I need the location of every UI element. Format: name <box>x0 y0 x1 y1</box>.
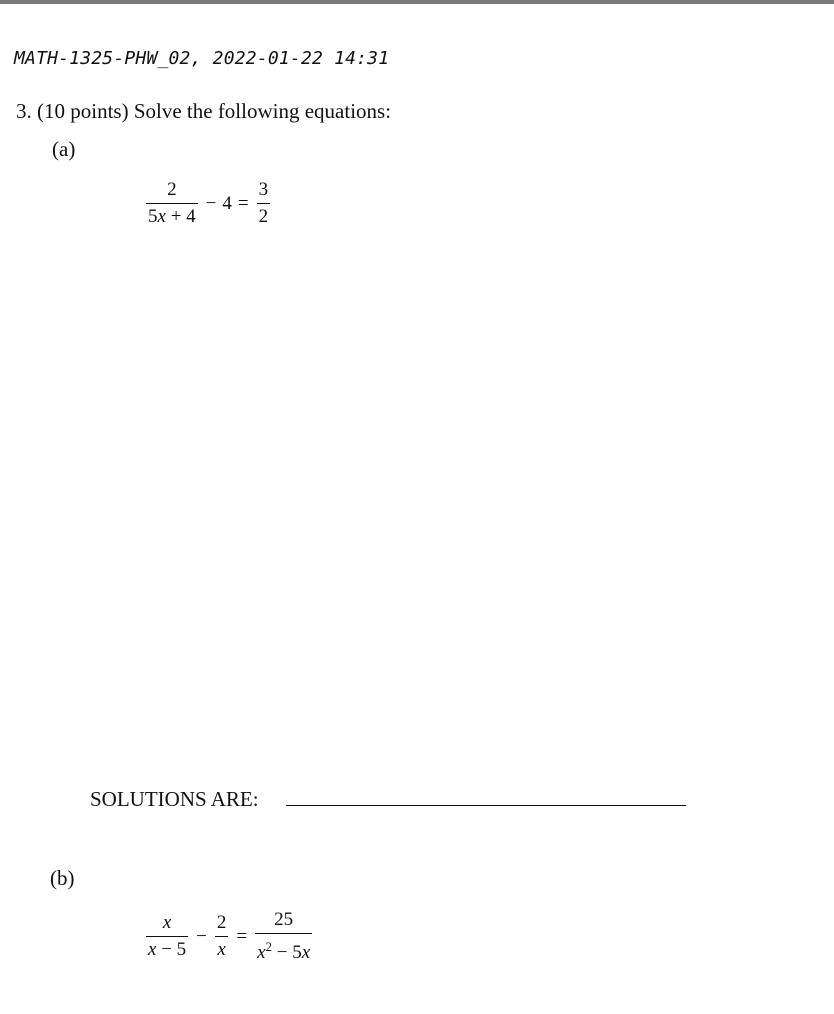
fraction-b2-numerator: 2 <box>216 912 227 933</box>
top-border <box>0 0 834 4</box>
constant-term: 4 <box>222 192 232 214</box>
fraction-a1-numerator: 2 <box>167 179 177 200</box>
fraction-b1 <box>144 913 190 960</box>
fraction-b3 <box>253 910 314 963</box>
fraction-b3-numerator: 25 <box>274 909 294 930</box>
minus-sign: − <box>205 192 217 214</box>
equals-sign: = <box>236 925 248 947</box>
fraction-b2-denominator: x <box>215 936 227 960</box>
fraction-a1-denominator <box>146 203 198 227</box>
minus-sign: − <box>196 925 207 947</box>
coef: 5 <box>148 206 158 227</box>
fraction-a1 <box>144 180 200 227</box>
variable: x <box>301 942 311 963</box>
solutions-label: SOLUTIONS ARE: <box>90 787 259 811</box>
fraction-a2-numerator: 3 <box>258 179 269 200</box>
question-title: 3. (10 points) Solve the following equations: <box>16 99 392 123</box>
part-a-label: (a) <box>52 137 76 161</box>
part-b-label: (b) <box>50 866 75 890</box>
equals-sign: = <box>237 192 249 214</box>
den-mid: − 5 <box>272 942 302 963</box>
answer-blank-line[interactable] <box>286 805 686 806</box>
fraction-b1-numerator: x <box>162 912 172 933</box>
exponent: 2 <box>265 939 273 954</box>
den-rest: − 5 <box>156 939 187 960</box>
variable: x <box>157 206 166 227</box>
fraction-b2 <box>213 913 231 960</box>
variable: x <box>257 942 266 963</box>
den-rest: + 4 <box>165 206 196 227</box>
fraction-b3-denominator <box>255 933 312 963</box>
variable: x <box>148 939 157 960</box>
equation-b <box>144 910 314 963</box>
fraction-a2-denominator: 2 <box>257 203 271 227</box>
fraction-a2 <box>255 180 273 227</box>
document-header: MATH-1325-PHW_02, 2022-01-22 14:31 <box>14 48 390 69</box>
equation-a <box>144 180 272 227</box>
fraction-b1-denominator <box>146 936 188 960</box>
